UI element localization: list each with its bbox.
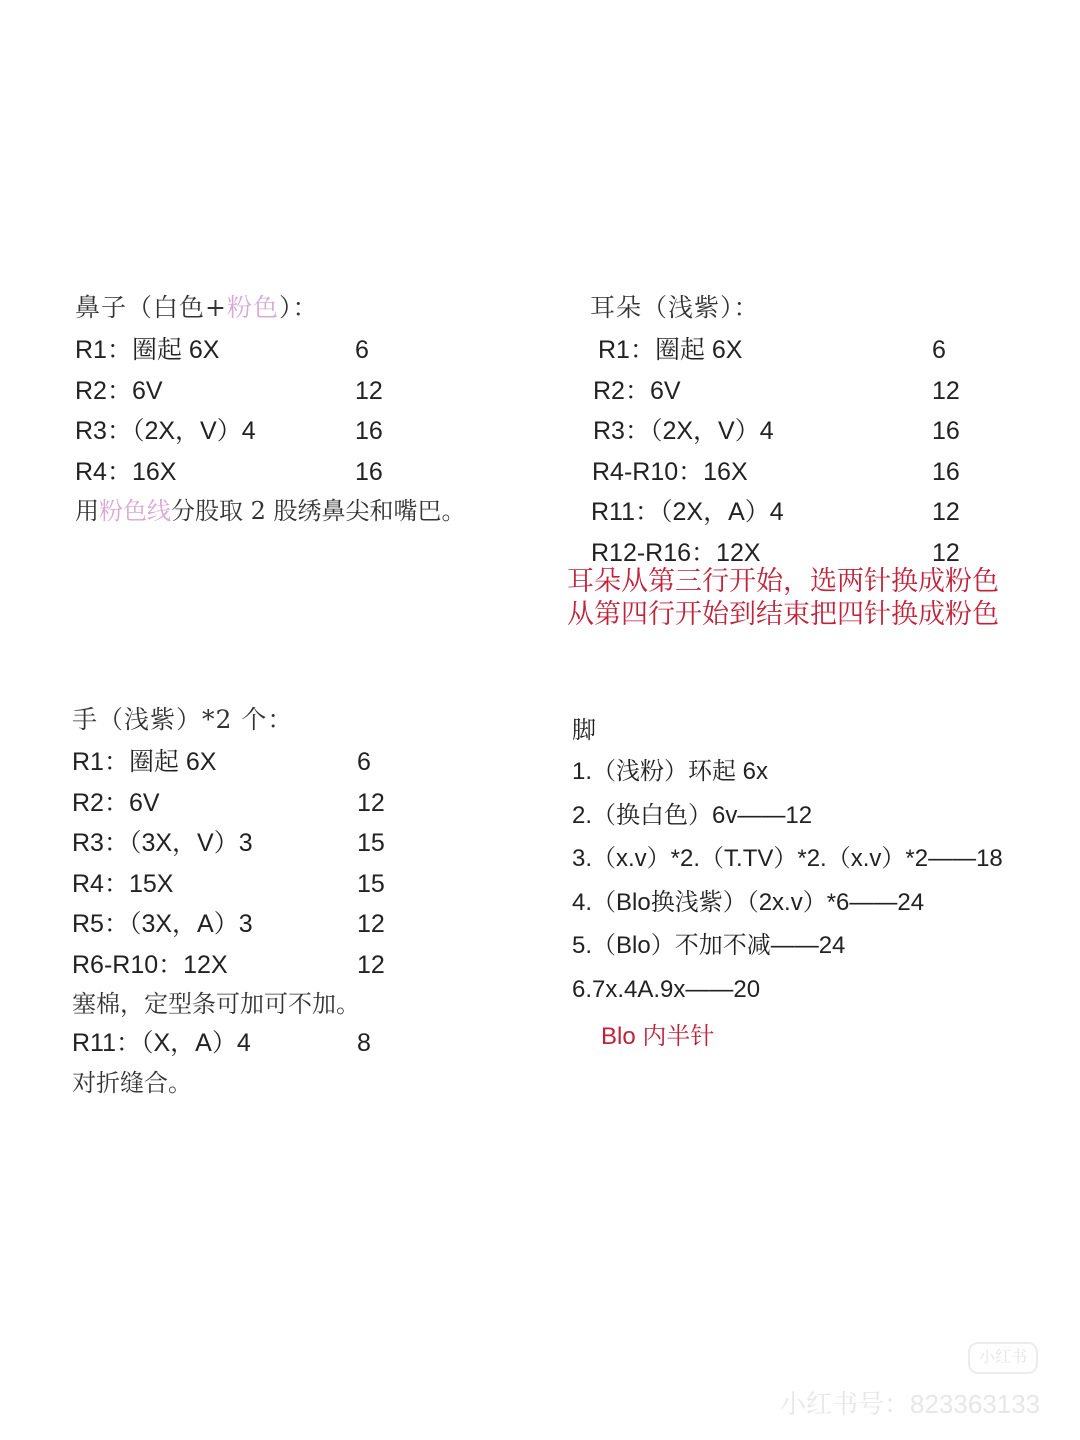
ears-section [590,292,1050,573]
row-count: 16 [355,457,383,486]
row-code: R4：15X [72,869,174,898]
feet-step: 1.（浅粉）环起 6x [572,758,769,785]
feet-step: 4.（Blo换浅紫）（2x.v）*6——24 [572,888,925,916]
row-count: 15 [357,869,385,898]
blo-note: Blo 内半针 [601,1023,715,1050]
row-count: 6 [357,748,371,776]
watermark-id: 小红书号：823363133 [780,1389,1041,1419]
nose-embroidery-note [75,492,535,530]
pattern-row [590,371,1050,412]
feet-section [572,712,1032,1055]
ears-title: 耳朵（浅紫）： [590,293,760,322]
row-count: 16 [932,457,960,486]
row-count: 16 [932,417,960,445]
row-code: R6-R10：12X [72,950,228,979]
row-code: R3：（2X，V）4 [593,417,774,445]
pattern-row [72,945,492,986]
pattern-row [75,452,535,493]
row-count: 6 [932,336,946,364]
row-count: 12 [932,376,960,405]
row-count: 15 [357,829,385,857]
pattern-row [72,1023,492,1064]
note-pre: 用 [75,497,99,525]
row-count: 12 [355,376,383,405]
nose-title-pre: 鼻子（白色+ [75,293,227,322]
ears-red-note-2: 从第四行开始到结束把四针换成粉色 [567,599,999,629]
feet-step: 2.（换白色）6v——12 [572,801,813,829]
ears-color-notes [548,565,1018,631]
nose-title [75,292,535,324]
pattern-row [75,411,535,452]
pattern-row [72,864,492,905]
note-post: 分股取 2 股绣鼻尖和嘴巴。 [171,497,466,525]
row-code: R4-R10：16X [592,457,748,486]
pattern-row [75,371,535,412]
feet-title: 脚 [572,717,596,744]
feet-step: 5.（Blo）不加不减——24 [572,932,846,959]
hands-section [72,704,492,1102]
row-count: 8 [357,1029,371,1057]
row-count: 12 [932,538,960,567]
row-code: R2：6V [75,376,163,405]
pattern-row [75,330,535,371]
row-code: R3：（2X，V）4 [75,417,256,445]
note-pink: 粉色线 [99,497,171,525]
row-count: 6 [355,336,369,364]
pattern-row [72,904,492,945]
pattern-row [590,330,1050,371]
row-count: 12 [357,950,385,979]
ears-red-note-1: 耳朵从第三行开始，选两针换成粉色 [567,566,999,596]
pattern-row [590,411,1050,452]
feet-step: 3.（x.v）*2.（T.TV）*2.（x.v）*2——18 [572,845,1003,872]
row-count: 16 [355,417,383,445]
hands-end-note: 对折缝合。 [72,1068,192,1097]
row-count: 12 [357,788,385,817]
pattern-row [590,452,1050,493]
row-code: R2：6V [593,376,681,405]
pattern-row [72,742,492,783]
pattern-row [590,492,1050,533]
row-code: R3：（3X，V）3 [72,829,253,857]
pattern-row [72,823,492,864]
feet-step: 6.7x.4A.9x——20 [572,975,761,1003]
nose-title-pink: 粉色 [226,293,279,322]
row-count: 12 [357,910,385,938]
row-code: R11：（2X，A）4 [591,498,784,526]
hands-title: 手（浅紫）*2 个： [72,705,294,734]
row-code: R12-R16：12X [591,538,761,567]
hands-stuffing-note: 塞棉，定型条可加可不加。 [72,990,360,1018]
row-count: 12 [932,498,960,526]
nose-title-post: ）： [278,293,319,322]
pattern-row [72,783,492,824]
row-code: R1：圈起 6X [598,336,743,364]
watermark-logo: 小红书 [968,1342,1038,1374]
row-code: R5：（3X，A）3 [72,910,253,938]
row-code: R11：（X，A）4 [72,1029,251,1057]
row-code: R1：圈起 6X [75,336,220,364]
nose-section [75,292,535,530]
row-code: R4：16X [75,457,177,486]
row-code: R2：6V [72,788,160,817]
row-code: R1：圈起 6X [72,748,217,776]
